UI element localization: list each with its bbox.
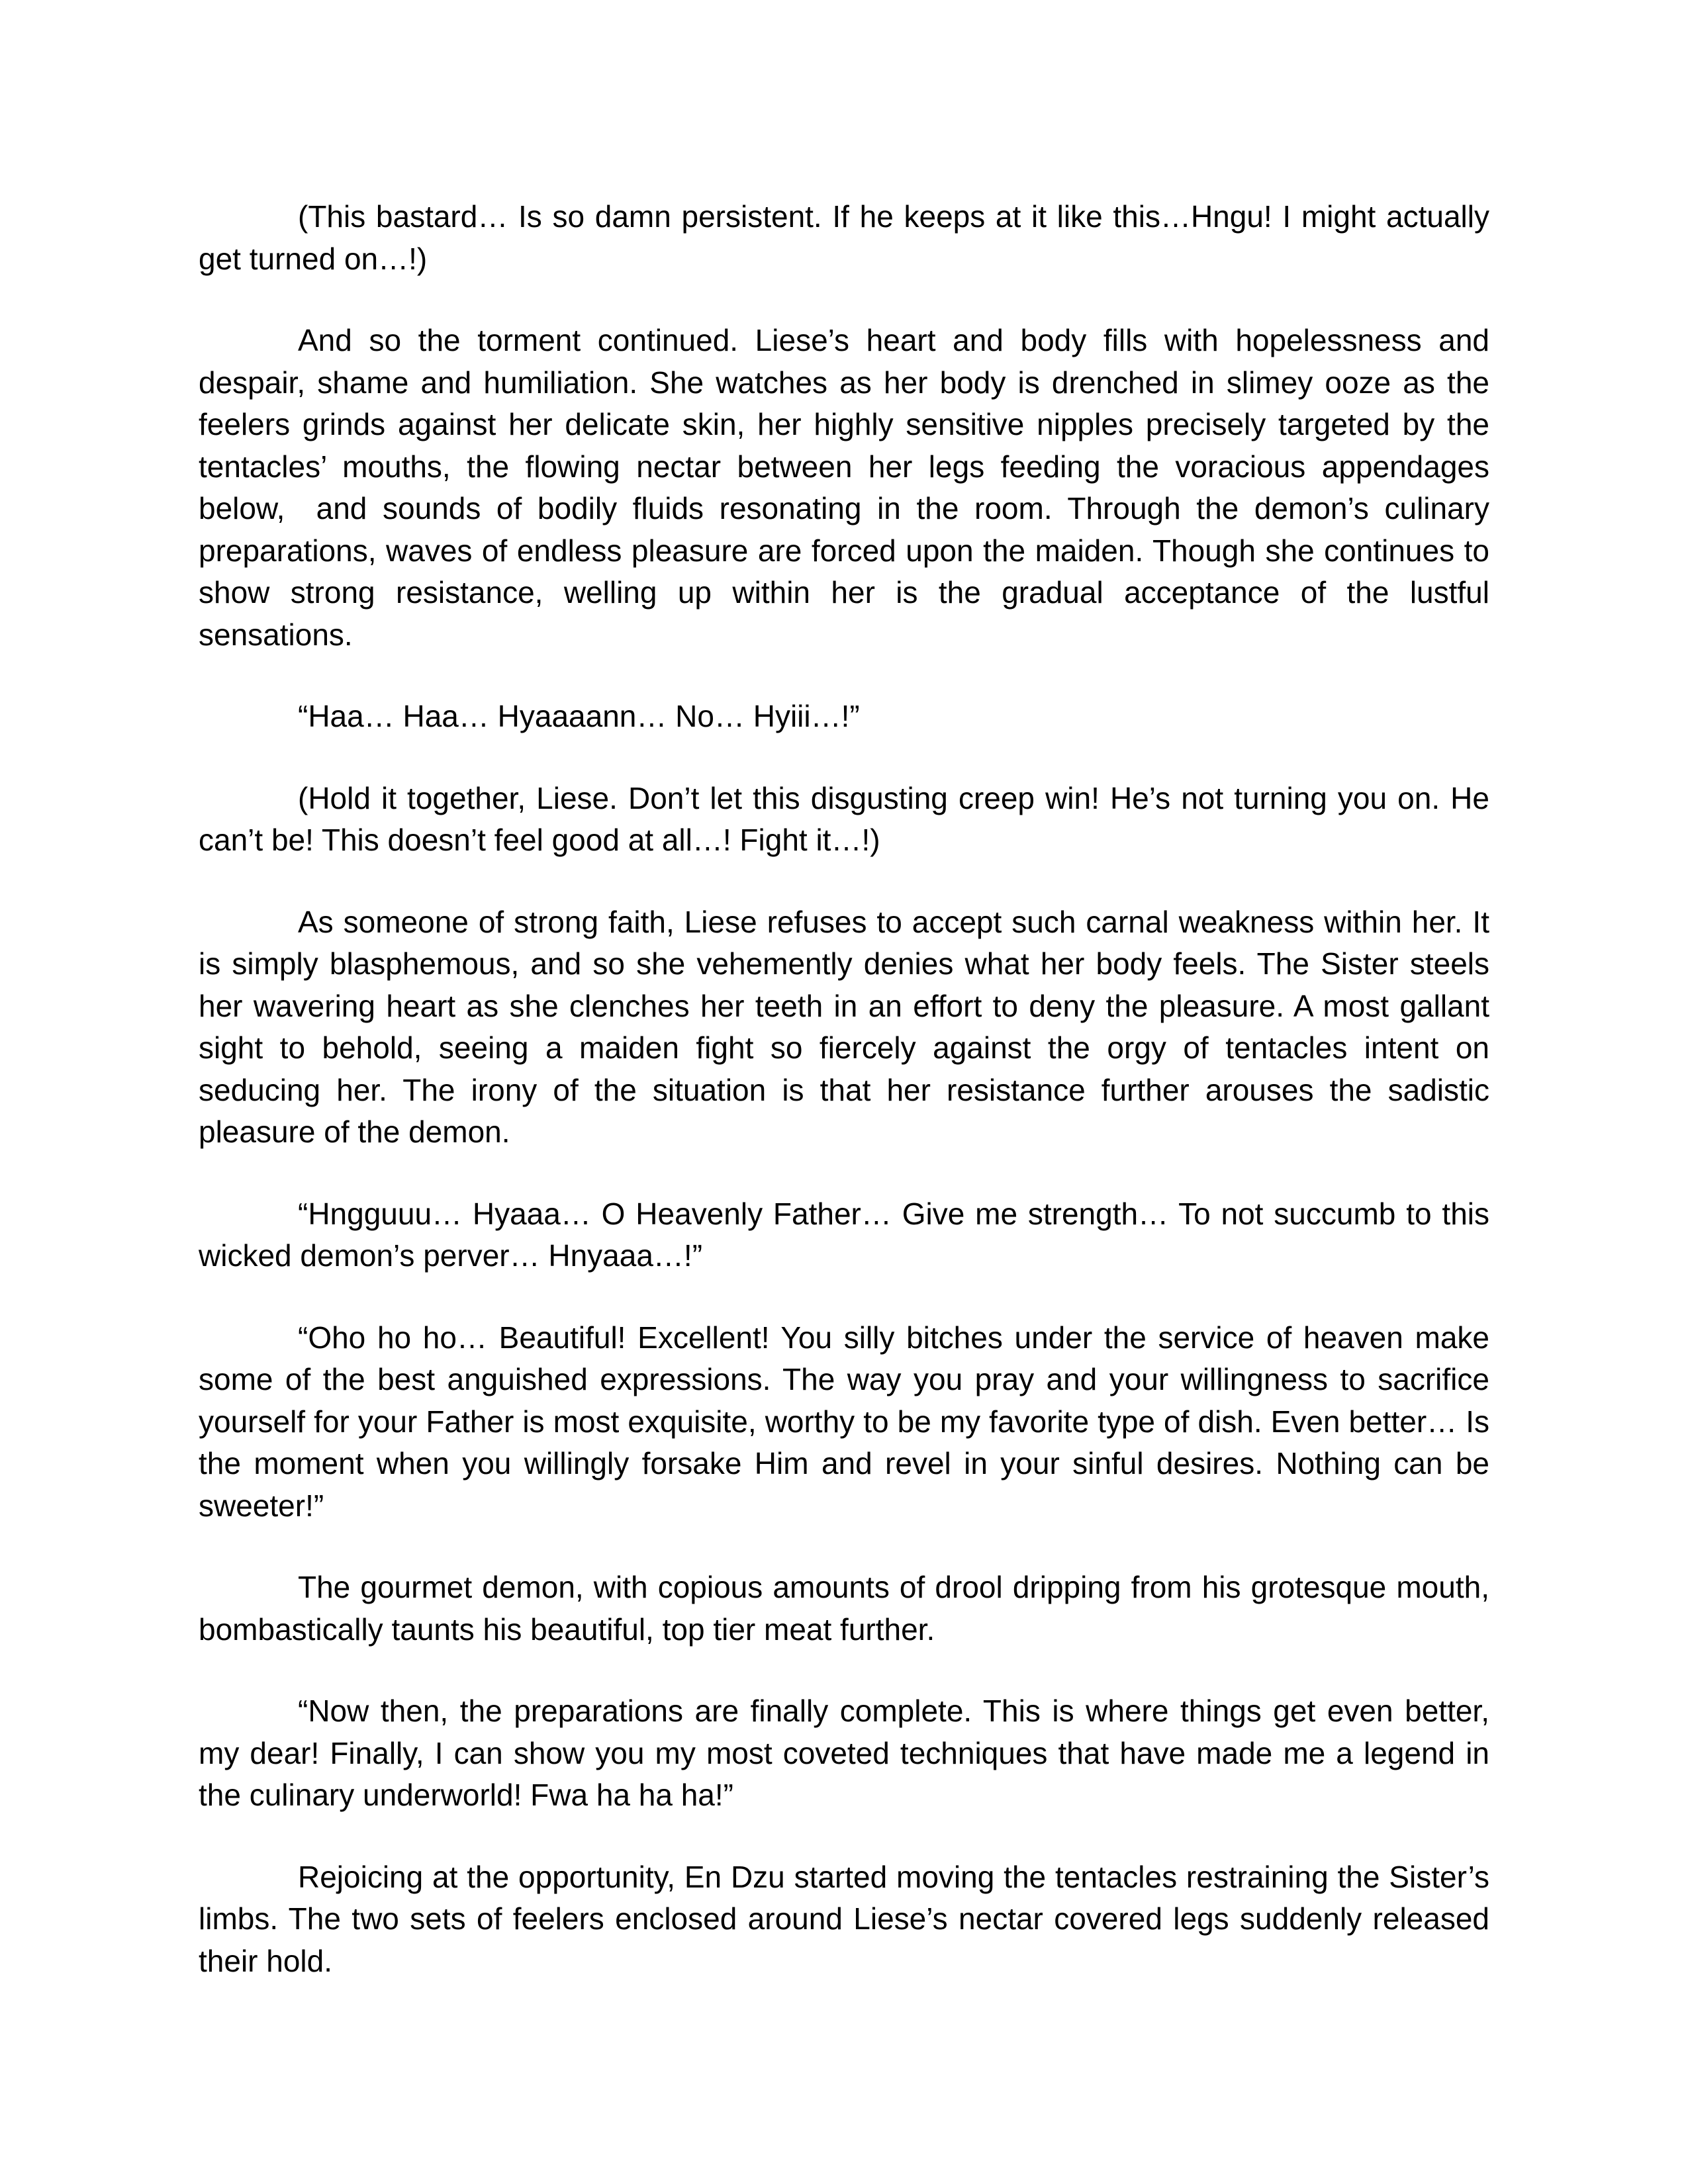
paragraph: (Hold it together, Liese. Don’t let this disgusting creep win! He’s not turning you on. He can’t be! This doesn’t feel good at all…! Fight it…!) <box>199 780 1489 857</box>
paragraph: “Oho ho ho… Beautiful! Excellent! You silly bitches under the service of heaven make some of the best anguished expressions. The way you pray and your willingness to sacrifice yourself for your Father is most exquisite, worthy to be my favorite type of dish. Even better… Is the moment when you willingly forsake Him and revel in your sinful desires. Nothing can be sweeter!” <box>199 1320 1489 1523</box>
paragraph: As someone of strong faith, Liese refuses to accept such carnal weakness within her. It is simply blasphemous, and so she vehemently denies what her body feels. The Sister steels her wavering heart as she clenches her teeth in an effort to deny the pleasure. A most gallant sight to behold, seeing a maiden fight so fiercely against the orgy of tentacles intent on seducing her. The irony of the situation is that her resistance further arouses the sadistic pleasure of the demon. <box>199 904 1489 1149</box>
paragraph: “Now then, the preparations are finally complete. This is where things get even better, my dear! Finally, I can show you my most coveted techniques that have made me a legend in the culinary underworld! Fwa ha ha ha!” <box>199 1694 1489 1812</box>
paragraph: And so the torment continued. Liese’s heart and body fills with hopelessness and despair, shame and humiliation. She watches as her body is drenched in slimey ooze as the feelers grinds against her delicate skin, her highly sensitive nipples precisely targeted by the tentacles’ mouths, the flowing nectar between her legs feeding the voracious appendages below, and sounds of bodily fluids resonating in the room. Through the demon’s culinary preparations, waves of endless pleasure are forced upon the maiden. Though she continues to show strong resistance, welling up within her is the gradual acceptance of the lustful sensations. <box>199 323 1489 652</box>
paragraph: Rejoicing at the opportunity, En Dzu started moving the tentacles restraining the Sister’s limbs. The two sets of feelers enclosed around Liese’s nectar covered legs suddenly released their hold. <box>199 1859 1489 1978</box>
paragraph: “Haa… Haa… Hyaaaann… No… Hyiii…!” <box>298 699 860 733</box>
paragraph: The gourmet demon, with copious amounts of drool dripping from his grotesque mouth, bombastically taunts his beautiful, top tier meat further. <box>199 1570 1489 1647</box>
document-body <box>199 196 1489 1982</box>
paragraph: (This bastard… Is so damn persistent. If he keeps at it like this…Hngu! I might actually get turned on…!) <box>199 199 1489 276</box>
paragraph: “Hngguuu… Hyaaa… O Heavenly Father… Give me strength… To not succumb to this wicked demon’s perver… Hnyaaa…!” <box>199 1196 1489 1273</box>
